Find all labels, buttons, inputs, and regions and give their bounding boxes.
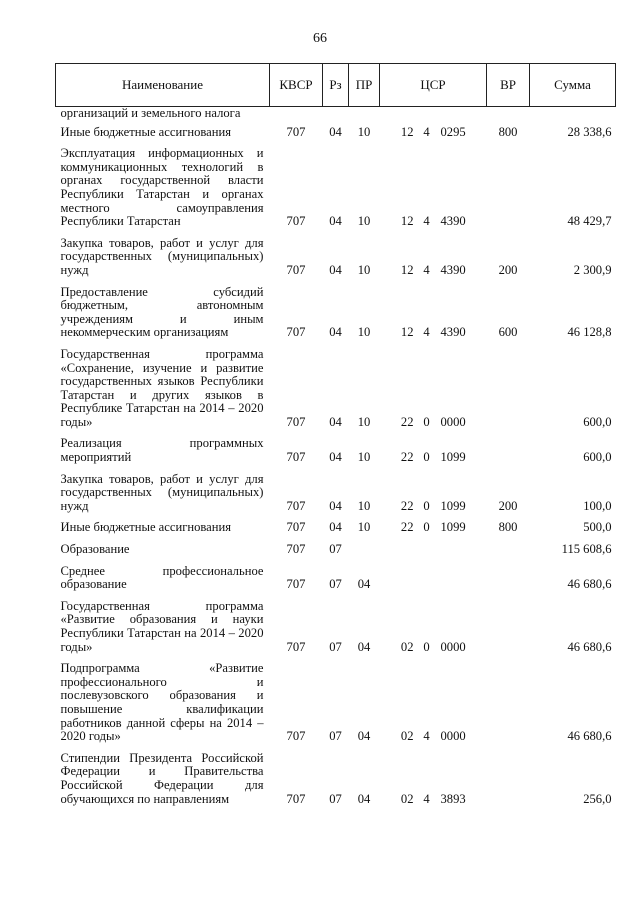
row-rz: 07 — [329, 729, 342, 744]
row-csr-direction — [437, 562, 487, 597]
row-csr-program: 22 — [400, 414, 414, 429]
table-row — [56, 659, 616, 749]
row-kvsr: 707 — [286, 450, 306, 465]
table-row — [56, 434, 616, 469]
row-rz: 04 — [329, 414, 342, 429]
row-csr-program: 02 — [400, 729, 414, 744]
row-vr: 800 — [498, 520, 518, 535]
row-vr — [487, 434, 530, 469]
row-csr-program — [380, 562, 417, 597]
row-pr: 10 — [357, 520, 371, 535]
row-vr — [487, 562, 530, 597]
row-csr-direction: 0000 — [440, 729, 466, 744]
row-csr-direction — [437, 107, 487, 123]
row-kvsr: 707 — [286, 729, 306, 744]
table-row — [56, 283, 616, 345]
row-name: Эксплуатация информационных и коммуникационных технологий в органах государственной власти Республики Татарстан и органах местного самоуправления Республики Татарстан — [60, 146, 264, 229]
row-sum: 48 429,7 — [567, 214, 612, 229]
page-number: 66 — [313, 31, 327, 46]
row-csr-subprogram: 0 — [423, 639, 430, 654]
row-pr: 10 — [357, 262, 371, 277]
row-kvsr: 707 — [286, 542, 306, 557]
row-name: Реализация программных мероприятий — [60, 436, 264, 465]
row-kvsr: 707 — [286, 214, 306, 229]
row-csr-subprogram: 0 — [423, 450, 430, 465]
row-csr-program: 02 — [400, 639, 414, 654]
table-row — [56, 234, 616, 283]
row-pr — [349, 107, 380, 123]
row-kvsr — [270, 107, 323, 123]
row-pr: 04 — [357, 729, 371, 744]
row-csr-program — [380, 107, 417, 123]
row-vr — [487, 749, 530, 811]
row-csr-program: 12 — [400, 124, 414, 139]
row-kvsr: 707 — [286, 325, 306, 340]
row-vr: 800 — [498, 124, 518, 139]
row-csr-program: 12 — [400, 262, 414, 277]
row-csr-subprogram: 4 — [423, 262, 430, 277]
row-rz: 07 — [329, 577, 342, 592]
row-sum: 600,0 — [583, 450, 612, 465]
header-csr: ЦСР — [380, 64, 487, 107]
row-name: Предоставление субсидий бюджетным, автономным учреждениям и иным некоммерческим организациям — [60, 284, 264, 340]
table-row — [56, 540, 616, 562]
row-csr-subprogram: 0 — [423, 498, 430, 513]
header-row — [56, 64, 616, 107]
row-kvsr: 707 — [286, 639, 306, 654]
row-csr-program: 12 — [400, 325, 414, 340]
row-csr-program — [380, 540, 417, 562]
row-sum: 46 680,6 — [567, 639, 612, 654]
row-csr-direction: 1099 — [440, 450, 466, 465]
row-kvsr: 707 — [286, 124, 306, 139]
row-name: Закупка товаров, работ и услуг для государственных (муниципальных) нужд — [60, 235, 264, 277]
row-rz: 07 — [329, 639, 342, 654]
row-pr: 10 — [357, 325, 371, 340]
row-csr-direction: 0000 — [440, 414, 466, 429]
row-csr-direction — [437, 540, 487, 562]
row-pr: 10 — [357, 450, 371, 465]
row-name: Иные бюджетные ассигнования — [60, 124, 232, 139]
row-pr: 04 — [357, 791, 371, 806]
row-pr: 10 — [357, 124, 371, 139]
row-csr-direction: 4390 — [440, 214, 466, 229]
row-sum: 46 128,8 — [567, 325, 612, 340]
table-row — [56, 470, 616, 519]
row-csr-program: 22 — [400, 450, 414, 465]
row-pr: 10 — [357, 414, 371, 429]
row-vr: 200 — [498, 498, 518, 513]
table-row — [56, 107, 616, 123]
row-csr-subprogram — [417, 540, 437, 562]
row-rz: 04 — [329, 450, 342, 465]
table-row — [56, 562, 616, 597]
row-name: Стипендии Президента Российской Федерации и Правительства Российской Федерации для обучающихся по направлениям — [60, 750, 264, 806]
header-kvsr: КВСР — [270, 64, 323, 107]
row-name: организаций и земельного налога — [60, 106, 241, 120]
row-kvsr: 707 — [286, 791, 306, 806]
header-rz: Рз — [323, 64, 349, 107]
row-csr-program: 22 — [400, 520, 414, 535]
row-rz: 07 — [329, 542, 342, 557]
row-pr: 10 — [357, 214, 371, 229]
row-vr — [487, 107, 530, 123]
row-csr-direction: 0295 — [440, 124, 466, 139]
row-kvsr: 707 — [286, 498, 306, 513]
header-name: Наименование — [56, 64, 270, 107]
row-sum: 600,0 — [583, 414, 612, 429]
table-row — [56, 518, 616, 540]
row-csr-direction: 4390 — [440, 325, 466, 340]
row-vr — [487, 144, 530, 234]
row-rz: 07 — [329, 791, 342, 806]
table-row — [56, 123, 616, 145]
row-sum: 115 608,6 — [561, 542, 612, 557]
header-vr: ВР — [487, 64, 530, 107]
row-rz: 04 — [329, 214, 342, 229]
row-vr — [487, 540, 530, 562]
row-rz — [323, 107, 349, 123]
row-sum: 46 680,6 — [567, 577, 612, 592]
row-csr-subprogram: 4 — [423, 214, 430, 229]
row-rz: 04 — [329, 498, 342, 513]
row-pr — [349, 540, 380, 562]
row-name: Иные бюджетные ассигнования — [60, 520, 232, 535]
row-csr-program: 12 — [400, 214, 414, 229]
row-csr-program: 02 — [400, 791, 414, 806]
row-name: Среднее профессиональное образование — [60, 563, 264, 592]
row-kvsr: 707 — [286, 414, 306, 429]
row-name: Образование — [60, 542, 130, 557]
header-pr: ПР — [349, 64, 380, 107]
row-vr — [487, 659, 530, 749]
row-csr-subprogram: 4 — [423, 791, 430, 806]
row-vr — [487, 345, 530, 435]
header-sum: Сумма — [530, 64, 616, 107]
row-csr-direction: 1099 — [440, 498, 466, 513]
row-name: Закупка товаров, работ и услуг для государственных (муниципальных) нужд — [60, 471, 264, 513]
budget-table — [55, 63, 616, 811]
row-csr-subprogram: 0 — [423, 414, 430, 429]
row-csr-direction: 4390 — [440, 262, 466, 277]
row-sum: 256,0 — [583, 791, 612, 806]
row-name: Государственная программа «Сохранение, изучение и развитие государственных языков Республики Татарстан и других языков в Республике Татарстан на 2014 – 2020 годы» — [60, 346, 264, 429]
row-kvsr: 707 — [286, 520, 306, 535]
row-sum: 46 680,6 — [567, 729, 612, 744]
row-csr-subprogram: 4 — [423, 729, 430, 744]
row-pr: 10 — [357, 498, 371, 513]
row-sum: 28 338,6 — [567, 124, 612, 139]
row-kvsr: 707 — [286, 262, 306, 277]
row-csr-program: 22 — [400, 498, 414, 513]
table-row — [56, 749, 616, 811]
row-csr-direction: 3893 — [440, 791, 466, 806]
table-row — [56, 144, 616, 234]
row-vr: 600 — [498, 325, 518, 340]
row-sum: 2 300,9 — [573, 262, 612, 277]
table-row — [56, 597, 616, 659]
table-row — [56, 345, 616, 435]
row-csr-subprogram: 4 — [423, 124, 430, 139]
row-csr-subprogram: 4 — [423, 325, 430, 340]
row-csr-subprogram — [417, 562, 437, 597]
row-csr-direction: 1099 — [440, 520, 466, 535]
row-sum: 100,0 — [583, 498, 612, 513]
row-sum — [530, 107, 616, 123]
row-csr-subprogram: 0 — [423, 520, 430, 535]
row-kvsr: 707 — [286, 577, 306, 592]
row-rz: 04 — [329, 520, 342, 535]
row-csr-direction: 0000 — [440, 639, 466, 654]
row-name: Государственная программа «Развитие образования и науки Республики Татарстан на 2014 – 2020 годы» — [60, 598, 264, 654]
row-csr-subprogram — [417, 107, 437, 123]
row-rz: 04 — [329, 325, 342, 340]
row-name: Подпрограмма «Развитие профессионального и послевузовского образования и повышение квалификации работников данной сферы на 2014 – 2020 годы» — [60, 661, 264, 744]
row-pr: 04 — [357, 639, 371, 654]
row-rz: 04 — [329, 124, 342, 139]
row-pr: 04 — [357, 577, 371, 592]
row-vr: 200 — [498, 262, 518, 277]
row-sum: 500,0 — [583, 520, 612, 535]
row-rz: 04 — [329, 262, 342, 277]
row-vr — [487, 597, 530, 659]
